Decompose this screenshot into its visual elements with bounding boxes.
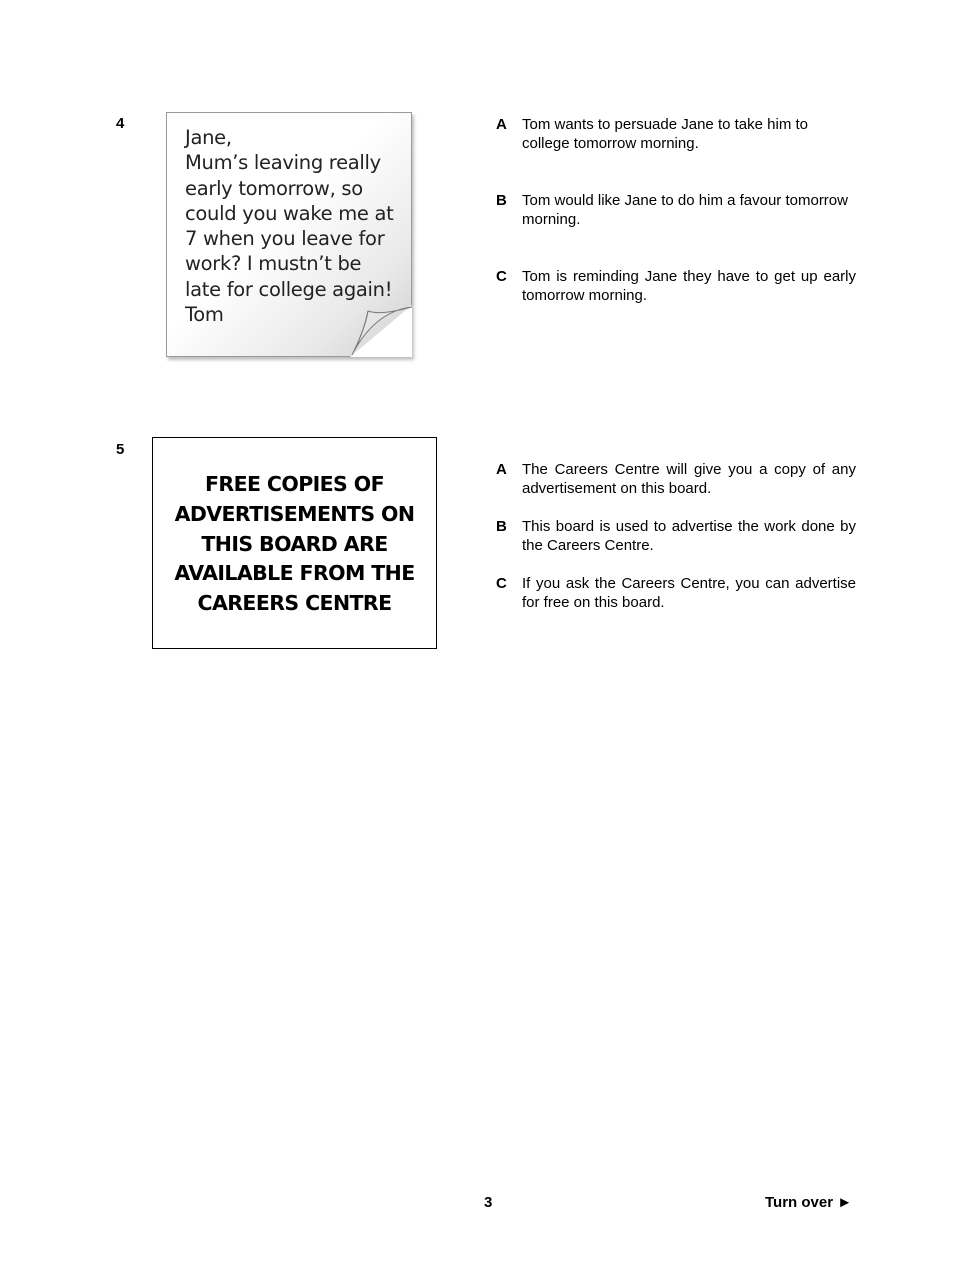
sign-line: CAREERS CENTRE	[197, 591, 392, 616]
note-line: work? I mustn’t be	[185, 252, 362, 276]
option-5b[interactable]	[496, 517, 856, 555]
option-text: Tom is reminding Jane they have to get up early tomorrow morning.	[522, 268, 856, 304]
option-letter: C	[496, 268, 507, 285]
page-curl-icon	[350, 305, 412, 357]
question-number-5: 5	[116, 441, 125, 458]
note-line: 7 when you leave for	[185, 227, 385, 251]
option-5c[interactable]	[496, 574, 856, 612]
note-line: Tom	[185, 303, 224, 327]
note-line: Jane,	[185, 126, 232, 149]
turn-over-label: Turn over ►	[765, 1194, 853, 1211]
option-4b[interactable]	[496, 191, 856, 229]
option-letter: B	[496, 192, 507, 209]
note-line: late for college again!	[185, 277, 393, 301]
note-line: Mum’s leaving really	[185, 151, 381, 175]
option-4a[interactable]	[496, 115, 856, 153]
notice-sign	[152, 437, 437, 649]
option-4c[interactable]	[496, 267, 856, 305]
option-letter: A	[496, 116, 507, 133]
option-text: This board is used to advertise the work done by the Careers Centre.	[522, 518, 856, 554]
option-text: The Careers Centre will give you a copy of any advertisement on this board.	[522, 461, 856, 497]
option-text: Tom wants to persuade Jane to take him to college tomorrow morning.	[522, 116, 808, 152]
sign-line: AVAILABLE FROM THE	[174, 561, 415, 586]
option-5a[interactable]	[496, 460, 856, 498]
question-number-4: 4	[116, 115, 125, 132]
sticky-note	[166, 112, 412, 357]
note-text	[185, 125, 409, 327]
option-letter: C	[496, 575, 507, 592]
sign-line: THIS BOARD ARE	[201, 531, 388, 556]
sign-text	[153, 470, 436, 619]
option-letter: A	[496, 461, 507, 478]
page-number: 3	[484, 1194, 493, 1211]
option-text: Tom would like Jane to do him a favour tomorrow morning.	[522, 192, 848, 228]
option-text: If you ask the Careers Centre, you can advertise for free on this board.	[522, 575, 856, 611]
note-line: could you wake me at	[185, 201, 394, 225]
sign-line: ADVERTISEMENTS ON	[174, 501, 415, 526]
note-line: early tomorrow, so	[185, 176, 363, 200]
option-letter: B	[496, 518, 507, 535]
sign-line: FREE COPIES OF	[205, 472, 384, 496]
